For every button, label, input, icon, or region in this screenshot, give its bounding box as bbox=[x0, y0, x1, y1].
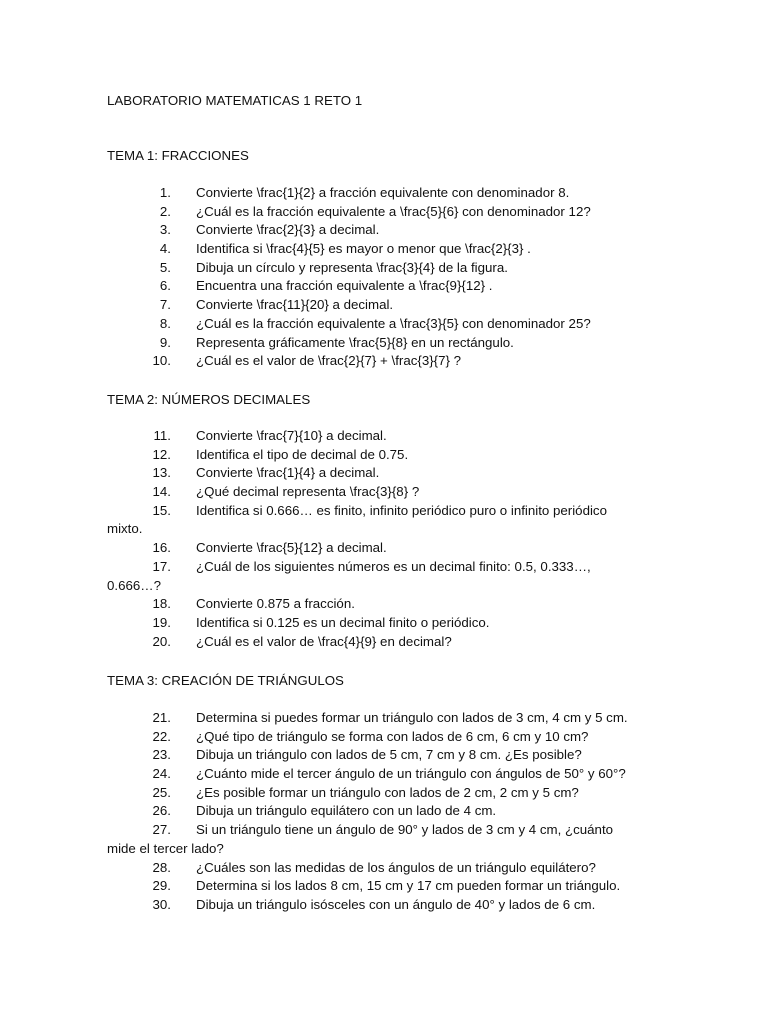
list-item bbox=[0, 502, 768, 539]
item-number: 18. bbox=[152, 596, 171, 612]
item-text: Identifica si 0.666… es finito, infinito periódico puro o infinito periódico bbox=[196, 502, 607, 518]
item-text: ¿Qué decimal representa \frac{3}{8} ? bbox=[196, 484, 420, 500]
item-number: 15. bbox=[152, 502, 171, 518]
item-text-continuation: mixto. bbox=[107, 521, 143, 537]
item-text: Determina si puedes formar un triángulo con lados de 3 cm, 4 cm y 5 cm. bbox=[196, 710, 628, 725]
item-text: Convierte \frac{11}{20} a decimal. bbox=[196, 297, 394, 313]
list-item bbox=[0, 802, 768, 821]
list-item bbox=[0, 277, 768, 296]
item-text: Convierte \frac{1}{4} a decimal. bbox=[196, 465, 380, 481]
item-text: Dibuja un triángulo isósceles con un ángulo de 40° y lados de 6 cm. bbox=[196, 896, 596, 912]
document-title: LABORATORIO MATEMATICAS 1 RETO 1 bbox=[107, 93, 363, 108]
section-heading-triangulos: TEMA 3: CREACIÓN DE TRIÁNGULOS bbox=[107, 673, 344, 688]
item-number: 3. bbox=[159, 222, 171, 238]
item-text: ¿Es posible formar un triángulo con lados de 2 cm, 2 cm y 5 cm? bbox=[196, 784, 579, 800]
item-number: 26. bbox=[152, 803, 171, 819]
item-number: 16. bbox=[152, 540, 171, 556]
list-item bbox=[0, 427, 768, 446]
item-text: Identifica si 0.125 es un decimal finito o periódico. bbox=[196, 614, 490, 630]
item-number: 10. bbox=[152, 353, 171, 369]
item-number: 22. bbox=[152, 728, 171, 744]
item-number: 30. bbox=[152, 896, 171, 912]
item-number: 8. bbox=[159, 315, 171, 331]
item-number: 9. bbox=[159, 334, 171, 350]
item-text: Determina si los lados 8 cm, 15 cm y 17 cm pueden formar un triángulo. bbox=[196, 878, 621, 894]
item-number: 29. bbox=[152, 878, 171, 894]
item-text: Convierte \frac{1}{2} a fracción equivalente con denominador 8. bbox=[196, 185, 570, 200]
item-number: 19. bbox=[152, 614, 171, 630]
item-number: 12. bbox=[152, 446, 171, 462]
item-number: 11. bbox=[153, 428, 171, 443]
item-number: 21. bbox=[152, 710, 171, 725]
item-text: Dibuja un círculo y representa \frac{3}{4} de la figura. bbox=[196, 259, 508, 275]
list-item bbox=[0, 765, 768, 784]
item-text: ¿Cuál es la fracción equivalente a \frac{5}{6} con denominador 12? bbox=[196, 203, 591, 219]
item-number: 23. bbox=[152, 747, 171, 763]
item-number: 1. bbox=[159, 185, 171, 200]
item-text: ¿Qué tipo de triángulo se forma con lados de 6 cm, 6 cm y 10 cm? bbox=[196, 728, 589, 744]
list-item bbox=[0, 859, 768, 878]
list-item bbox=[0, 728, 768, 747]
item-text-continuation: mide el tercer lado? bbox=[107, 840, 224, 856]
item-number: 2. bbox=[159, 203, 171, 219]
list-item bbox=[0, 296, 768, 315]
list-item bbox=[0, 446, 768, 465]
list-item bbox=[0, 784, 768, 803]
item-text: ¿Cuál es el valor de \frac{4}{9} en decimal? bbox=[196, 633, 452, 649]
list-item bbox=[0, 709, 768, 728]
item-text: Identifica el tipo de decimal de 0.75. bbox=[196, 446, 409, 462]
item-text: Convierte \frac{5}{12} a decimal. bbox=[196, 540, 387, 556]
list-item bbox=[0, 558, 768, 595]
list-item bbox=[0, 352, 768, 371]
item-number: 17. bbox=[152, 558, 171, 574]
item-number: 13. bbox=[152, 465, 171, 481]
item-number: 5. bbox=[159, 259, 171, 275]
item-number: 28. bbox=[152, 859, 171, 875]
list-item bbox=[0, 203, 768, 222]
item-text: ¿Cuál es la fracción equivalente a \frac{3}{5} con denominador 25? bbox=[196, 315, 591, 331]
item-text: Encuentra una fracción equivalente a \frac{9}{12} . bbox=[196, 278, 493, 294]
item-text: Convierte \frac{7}{10} a decimal. bbox=[196, 428, 387, 443]
list-item bbox=[0, 334, 768, 353]
list-item bbox=[0, 896, 768, 915]
item-text: ¿Cuáles son las medidas de los ángulos de un triángulo equilátero? bbox=[196, 859, 596, 875]
question-list-triangulos bbox=[0, 709, 768, 915]
list-item bbox=[0, 221, 768, 240]
section-heading-decimales: TEMA 2: NÚMEROS DECIMALES bbox=[107, 392, 311, 407]
list-item bbox=[0, 633, 768, 652]
item-text: Dibuja un triángulo equilátero con un lado de 4 cm. bbox=[196, 803, 497, 819]
item-text: Convierte 0.875 a fracción. bbox=[196, 596, 355, 612]
list-item bbox=[0, 595, 768, 614]
item-text: Si un triángulo tiene un ángulo de 90° y lados de 3 cm y 4 cm, ¿cuánto bbox=[196, 822, 614, 838]
item-number: 14. bbox=[152, 484, 171, 500]
list-item bbox=[0, 315, 768, 334]
list-item bbox=[0, 821, 768, 858]
list-item bbox=[0, 877, 768, 896]
item-text: ¿Cuánto mide el tercer ángulo de un triángulo con ángulos de 50° y 60°? bbox=[196, 766, 626, 782]
item-number: 27. bbox=[152, 822, 171, 838]
item-text: Identifica si \frac{4}{5} es mayor o menor que \frac{2}{3} . bbox=[196, 241, 531, 257]
item-text: Dibuja un triángulo con lados de 5 cm, 7 cm y 8 cm. ¿Es posible? bbox=[196, 747, 582, 763]
item-text: Representa gráficamente \frac{5}{8} en un rectángulo. bbox=[196, 334, 514, 350]
list-item bbox=[0, 184, 768, 203]
item-text: ¿Cuál es el valor de \frac{2}{7} + \frac{3}{7} ? bbox=[196, 353, 462, 369]
list-item bbox=[0, 259, 768, 278]
item-text: ¿Cuál de los siguientes números es un decimal finito: 0.5, 0.333…, bbox=[196, 558, 591, 574]
list-item bbox=[0, 614, 768, 633]
item-number: 20. bbox=[152, 633, 171, 649]
list-item bbox=[0, 464, 768, 483]
item-number: 4. bbox=[159, 241, 171, 257]
item-number: 6. bbox=[159, 278, 171, 294]
list-item bbox=[0, 746, 768, 765]
list-item bbox=[0, 483, 768, 502]
question-list-decimales bbox=[0, 427, 768, 651]
item-number: 7. bbox=[159, 297, 171, 313]
item-text: Convierte \frac{2}{3} a decimal. bbox=[196, 222, 380, 238]
question-list-fracciones bbox=[0, 184, 768, 371]
item-number: 25. bbox=[152, 784, 171, 800]
section-heading-fracciones: TEMA 1: FRACCIONES bbox=[107, 148, 249, 163]
list-item bbox=[0, 240, 768, 259]
item-text-continuation: 0.666…? bbox=[107, 577, 161, 593]
list-item bbox=[0, 539, 768, 558]
item-number: 24. bbox=[152, 766, 171, 782]
